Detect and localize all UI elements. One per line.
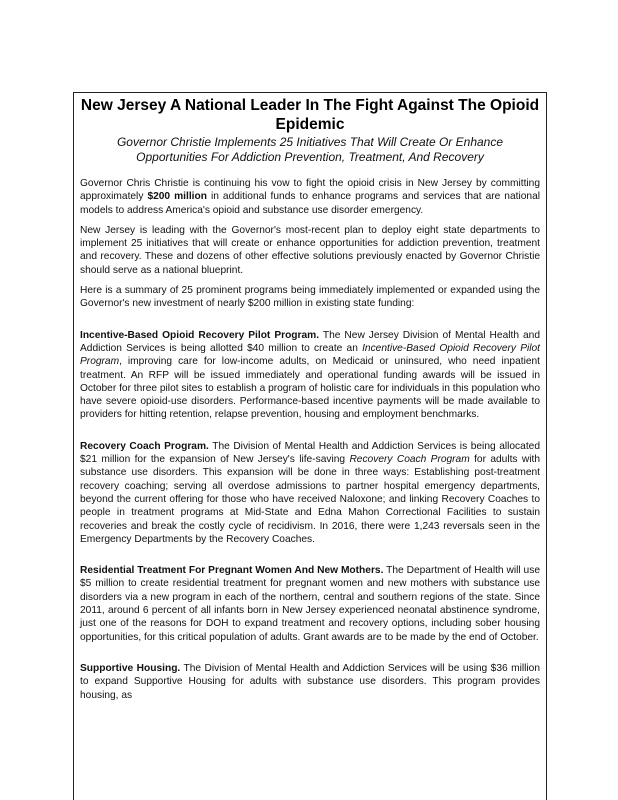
intro-paragraph-3: Here is a summary of 25 prominent programs being immediately implemented or expanded using the Governor's new investment of nearly $200 million in existing state funding: (80, 285, 540, 310)
page-title: New Jersey A National Leader In The Fight Against The Opioid Epidemic (80, 97, 540, 133)
intro-text: in additional funds to enhance programs and services that are national models to address America's opioid and substance use disorder emergency. (80, 191, 540, 216)
section-text: The Division of Mental Health and Addiction Services will be using $36 million to expand Supportive Housing for adults with substance use disorders. This program provides housing, as (80, 662, 540, 701)
section-text: for adults with substance use disorders. This expansion will be done in three ways: Establishing post-treatment recovery coaching; serving all overdose admissions to partner hospital emergency departments, beyond the current offering for those who have received Naloxone; and linking Recovery Coaches to people in treatment programs at Mid-State and Edna Mahon Correctional Facilities to sustain recoveries and break the costly cycle of recidivism. In 2016, there were 1,243 reversals seen in the Emergency Departments by the Recovery Coaches. (80, 454, 541, 545)
section-heading: Recovery Coach Program. (80, 440, 209, 452)
section-pregnant-women (80, 564, 540, 644)
section-heading: Residential Treatment For Pregnant Women And New Mothers. (80, 565, 384, 577)
section-supportive-housing (80, 662, 540, 702)
section-heading: Incentive-Based Opioid Recovery Pilot Program. (80, 329, 320, 341)
section-text: The Department of Health will use $5 million to create residential treatment for pregnant women and new mothers with substance use disorders via a new program in each of the northern, central and southern regions of the state. Since 2011, around 6 percent of all infants born in New Jersey experienced neonatal abstinence syndrome, just one of the reasons for DOH to expand treatment and recovery options, including sober housing opportunities, for this critical population of adults. Grant awards are to be made by the end of October. (80, 565, 540, 643)
section-incentive-recovery (80, 329, 540, 422)
page-subtitle: Governor Christie Implements 25 Initiatives That Will Create Or Enhance Opportunities For Addiction Prevention, Treatment, And Recovery (116, 135, 504, 164)
section-text: The New Jersey Division of Mental Health and Addiction Services is being allotted $40 million to create an (80, 329, 540, 354)
document-body (80, 93, 540, 702)
document-frame (73, 92, 547, 800)
intro-text: Governor Chris Christie is continuing his vow to fight the opioid crisis in New Jersey by committing approximately (80, 178, 540, 203)
intro-paragraph-1 (80, 177, 540, 217)
section-recovery-coach (80, 440, 540, 546)
intro-paragraph-2: New Jersey is leading with the Governor's most-recent plan to deploy eight state departments to implement 25 initiatives that will create or enhance opportunities for addiction prevention, treatment and recovery. These and dozens of other effective solutions previously enacted by Governor Christie should serve as a national blueprint. (80, 224, 540, 276)
program-name: Recovery Coach Program (349, 454, 470, 466)
program-name: Incentive-Based Opioid Recovery Pilot Program (80, 342, 541, 368)
intro-amount: $200 million (147, 191, 207, 203)
section-heading: Supportive Housing. (80, 662, 181, 674)
section-text: The Division of Mental Health and Addiction Services is being allocated $21 million for the expansion of New Jersey's life-saving (80, 440, 540, 466)
section-text: , improving care for low-income adults, on Medicaid or uninsured, who need inpatient treatment. An RFP will be issued immediately and operational funding awards will be issued in October for three pilot sites to establish a program of holistic care for individuals in this population who have severe opioid-use disorders. Performance-based incentive payments will be made available to providers for hitting retention, relapse prevention, housing and employment benchmarks. (80, 356, 540, 421)
